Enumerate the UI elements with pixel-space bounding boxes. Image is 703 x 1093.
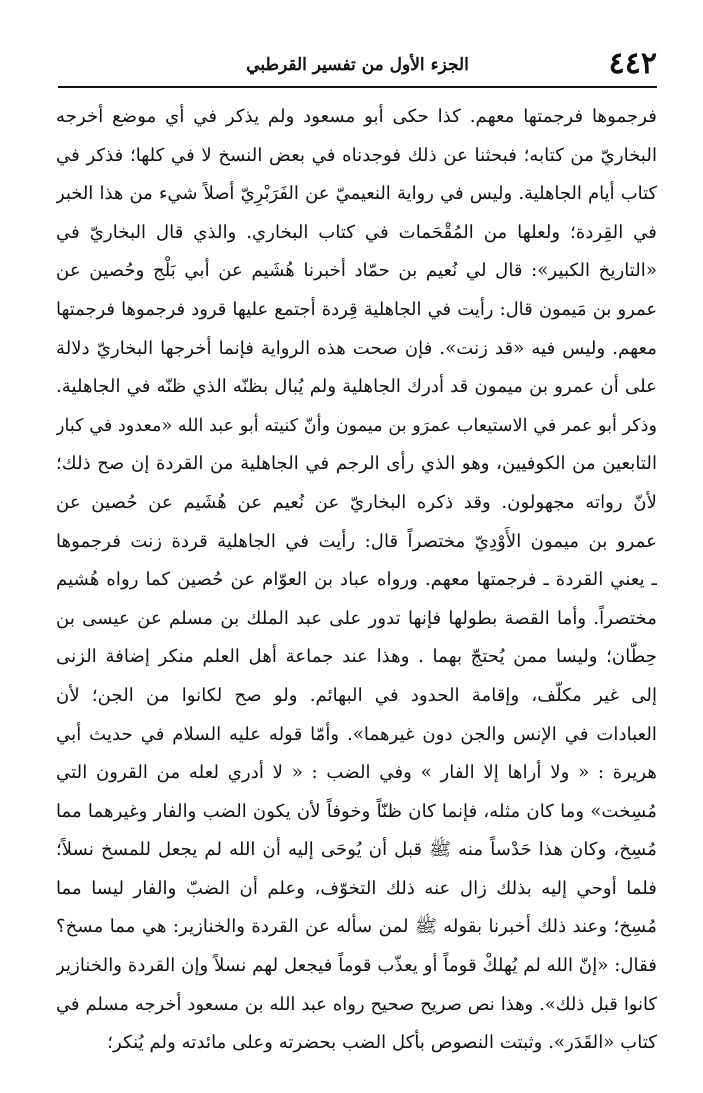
- text-line: كانوا قبل ذلك». وهذا نص صريح صحيح رواه عبد الله بن مسعود أخرجه مسلم في: [56, 993, 657, 1015]
- text-line: مُسِخت» وما كان مثله، فإنما كان ظنّاً وخوفاً لأن يكون الضب والفار وغيرهما مما: [56, 800, 657, 822]
- text-line: مُسِخ؛ وعند ذلك أخبرنا بقوله ﷺ لمن سأله عن القردة والخنازير: هي مما مسخ؟: [56, 916, 657, 938]
- body-text: [56, 98, 657, 1063]
- text-line: عمرو بن ميمون الأَوْدِيّ مختصراً قال: رأيت في الجاهلية قردة زنت فرجموها: [56, 530, 657, 552]
- text-line: كتاب أيام الجاهلية. وليس في رواية النعيميّ عن الفَرَبْرِيّ أصلاً شيء من هذا الخبر: [56, 183, 657, 205]
- text-line: في القِردة؛ ولعلها من المُقْحَمات في كتاب البخاري. والذي قال البخاريّ في: [56, 221, 657, 243]
- text-line: البخاريّ من كتابه؛ فبحثنا عن ذلك فوجدناه في بعض النسخ لا في كلها؛ فذكر في: [56, 144, 657, 166]
- text-line: لأنّ رواته مجهولون. وقد ذكره البخاريّ عن نُعيم عن هُشَيم عن حُصين عن: [56, 491, 657, 513]
- page-number: ٤٤٢: [608, 46, 657, 81]
- text-line: ـ يعني القردة ـ فرجمتها معهم. ورواه عباد بن العوّام عن حُصين كما رواه هُشيم: [56, 569, 657, 591]
- text-line: على أن عمرو بن ميمون قد أدرك الجاهلية ولم يُبال بظنّه الذي ظنّه في الجاهلية.: [56, 376, 657, 398]
- text-line: «التاريخ الكبير»: قال لي نُعيم بن حمّاد أخبرنا هُشَيم عن أبي بَلْج وحُصين عن: [56, 260, 657, 282]
- text-line: التابعين من الكوفيين، وهو الذي رأى الرجم في الجاهلية من القردة إن صح ذلك؛: [56, 453, 657, 475]
- text-line: كتاب «القَدَر». وثبتت النصوص بأكل الضب بحضرته وعلى مائدته ولم يُنكر؛: [107, 1032, 657, 1054]
- text-line: وذكر أبو عمر في الاستيعاب عمرَو بن ميمون وأنّ كنيته أبو عبد الله «معدود في كبار: [56, 415, 657, 436]
- text-line: عمرو بن مَيمون قال: رأيت في الجاهلية قِردة أجتمع عليها قرود فرجموها فرجمتها: [56, 298, 657, 320]
- text-line: مُسِخ، وكان هذا حَدْساً منه ﷺ قبل أن يُوحَى إليه أن الله لم يجعل للمسخ نسلاً؛: [56, 839, 657, 861]
- page-header: [58, 48, 657, 86]
- text-line: معهم. وليس فيه «قد زنت». فإن صحت هذه الرواية فإنما أخرجها البخاريّ دلالة: [56, 337, 657, 359]
- text-line: هريرة : « ولا أراها إلا الفار » وفي الضب : « لا أدري لعله من القرون التي: [56, 762, 657, 784]
- text-line: حِطّان؛ وليسا ممن يُحتجّ بهما . وهذا عند جماعة أهل العلم منكر إضافة الزنى: [56, 646, 657, 668]
- text-line: فرجموها فرجمتها معهم. كذا حكى أبو مسعود ولم يذكر في أي موضع أخرجه: [56, 106, 657, 127]
- header-rule: [58, 86, 657, 88]
- text-line: إلى غير مكلّف، وإقامة الحدود في البهائم. ولو صح لكانوا من الجن؛ لأن: [56, 684, 657, 706]
- text-line: العبادات في الإنس والجن دون غيرهما». وأمّا قوله عليه السلام في حديث أبي: [56, 723, 657, 745]
- text-line: فلما أوحي إليه بذلك زال عنه ذلك التخوّف، وعلم أن الضبّ والفار ليسا مما: [56, 877, 657, 899]
- text-line: مختصراً. وأما القصة بطولها فإنها تدور على عبد الملك بن مسلم عن عيسى بن: [56, 607, 657, 629]
- running-title: الجزء الأول من تفسير القرطبي: [246, 55, 469, 75]
- text-line: فقال: «إنّ الله لم يُهلكْ قوماً أو يعذّب قوماً فيجعل لهم نسلاً وإن القردة والخنازير: [56, 955, 657, 977]
